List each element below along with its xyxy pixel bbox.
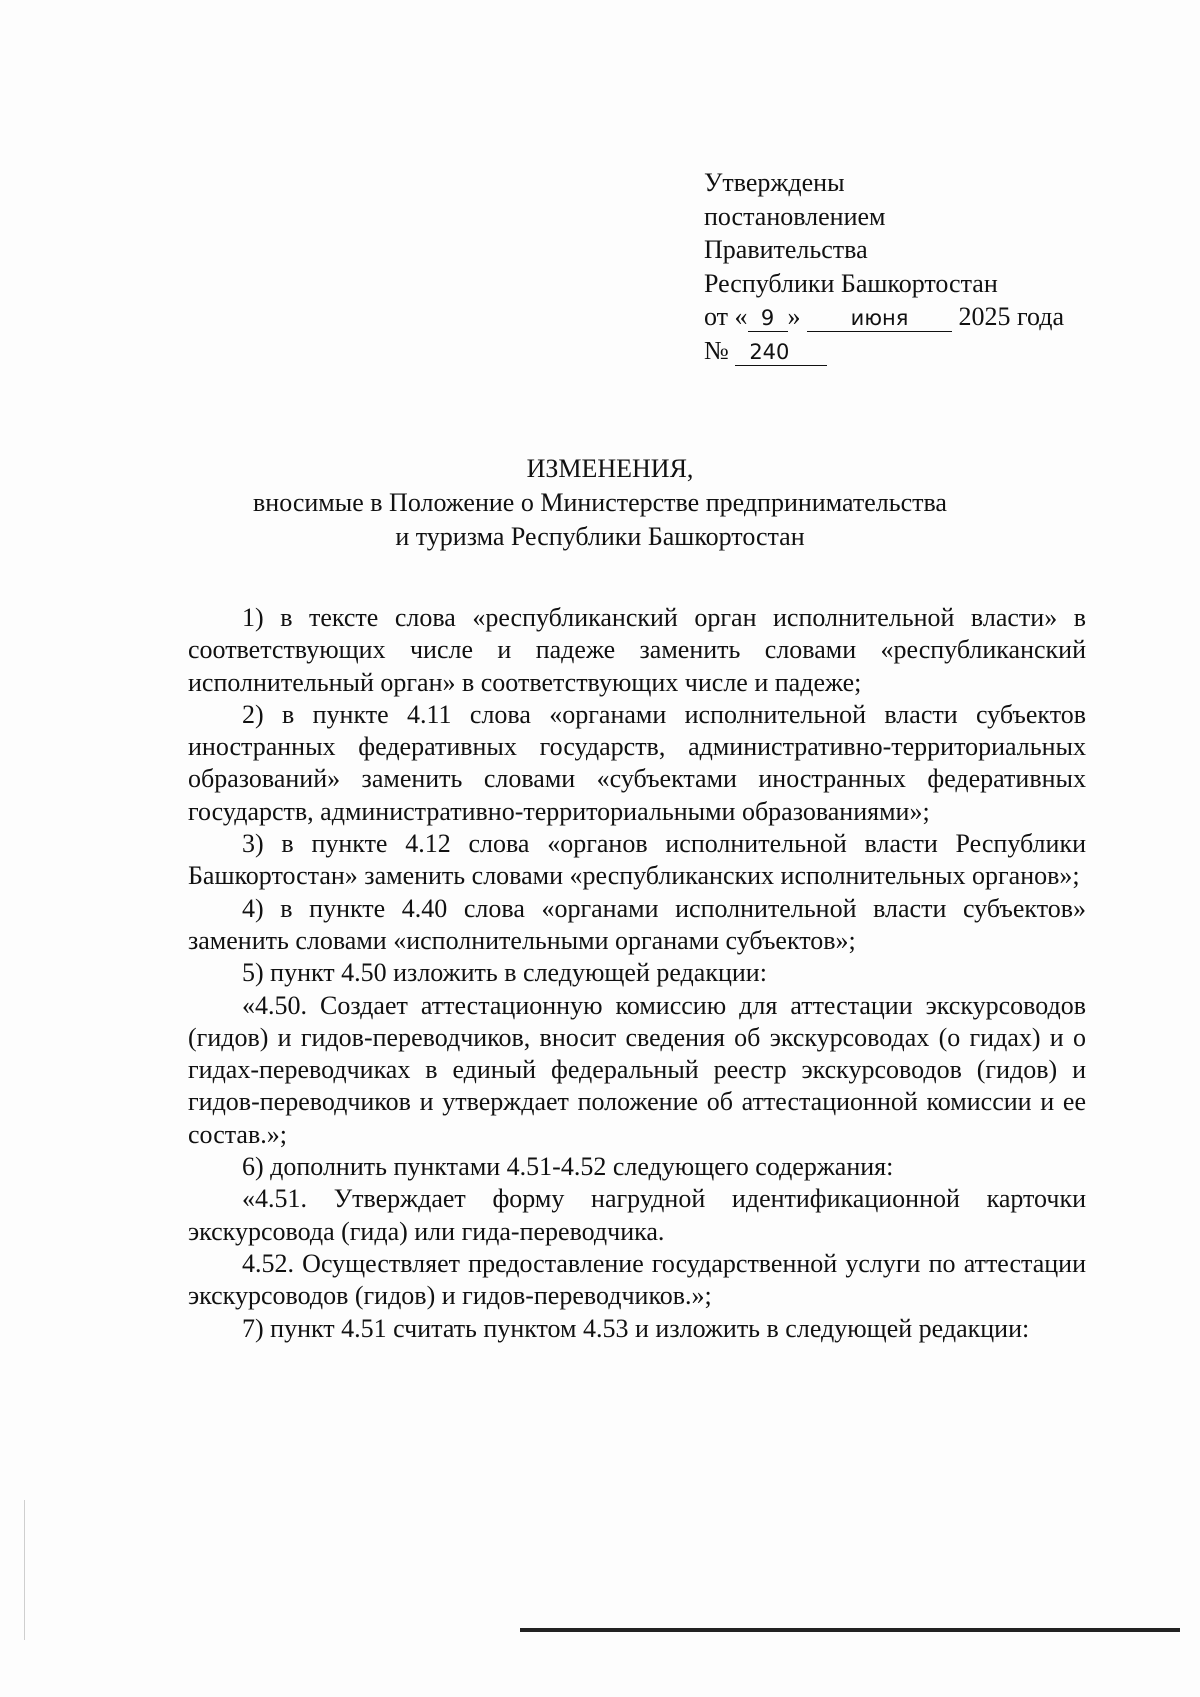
paragraph-item-2: 2) в пункте 4.11 слова «органами исполнительной власти субъектов иностранных федеративных государств, административно-территориальных образований» заменить словами «субъектами иностранных федеративных государств, административно-территориальными образованиями»; <box>188 699 1086 826</box>
paragraph-item-3: 3) в пункте 4.12 слова «органов исполнительной власти Республики Башкортостан» заменить словами «республиканских исполнительных органов»; <box>188 829 1086 891</box>
approval-line-government: Правительства <box>704 235 868 264</box>
paragraph-item-4: 4) в пункте 4.40 слова «органами исполнительной власти субъектов» заменить словами «исполнительными органами субъектов»; <box>188 893 1086 955</box>
title-heading: ИЗМЕНЕНИЯ, <box>526 454 694 483</box>
approval-line-republic: Республики Башкортостан <box>704 268 998 298</box>
paragraph-item-1: 1) в тексте слова «республиканский орган исполнительной власти» в соответствующих числе и падеже заменить словами «республиканский исполнительный орган» в соответствующих числе и падеже; <box>188 603 1086 697</box>
document-body <box>188 602 1086 1345</box>
scan-edge-bottom-mark <box>520 1628 1180 1632</box>
date-year: 2025 года <box>958 302 1065 331</box>
date-day: 9 <box>748 305 788 332</box>
paragraph-item-7: 7) пункт 4.51 считать пунктом 4.53 и изложить в следующей редакции: <box>242 1313 1030 1343</box>
approval-stamp-block <box>704 166 1064 367</box>
paragraph-quote-4-50: «4.50. Создает аттестационную комиссию для аттестации экскурсоводов (гидов) и гидов-переводчиков, вносит сведения об экскурсоводах (о гидах) и о гидах-переводчиках в единый федеральный реестр экскурсоводов (гидов) и гидов-переводчиков и утверждает положение об аттестационной комиссии и ее состав.»; <box>188 990 1086 1149</box>
date-month: июня <box>807 305 952 332</box>
paragraph-quote-4-52: 4.52. Осуществляет предоставление государственной услуги по аттестации экскурсоводов (гидов) и гидов-переводчиков.»; <box>188 1248 1086 1311</box>
paragraph-quote-4-51: «4.51. Утверждает форму нагрудной идентификационной карточки экскурсовода (гида) или гида-переводчика. <box>188 1184 1086 1246</box>
date-prefix: от « <box>704 302 748 331</box>
date-mid: » <box>787 302 801 331</box>
approval-number-line <box>704 334 1064 368</box>
document-number: 240 <box>735 339 827 366</box>
title-subline-1: вносимые в Положение о Министерстве предпринимательства <box>253 488 947 517</box>
paragraph-item-6: 6) дополнить пунктами 4.51-4.52 следующего содержания: <box>242 1152 894 1182</box>
approval-date-line <box>704 300 1064 334</box>
title-subline-2: и туризма Республики Башкортостан <box>395 522 805 551</box>
document-title <box>0 452 1200 554</box>
scan-edge-left-mark <box>24 1500 25 1640</box>
paragraph-item-5: 5) пункт 4.50 изложить в следующей редакции: <box>242 958 767 988</box>
approval-line-approved: Утверждены <box>704 168 845 197</box>
number-prefix: № <box>704 335 729 365</box>
approval-line-resolution: постановлением <box>704 201 886 231</box>
